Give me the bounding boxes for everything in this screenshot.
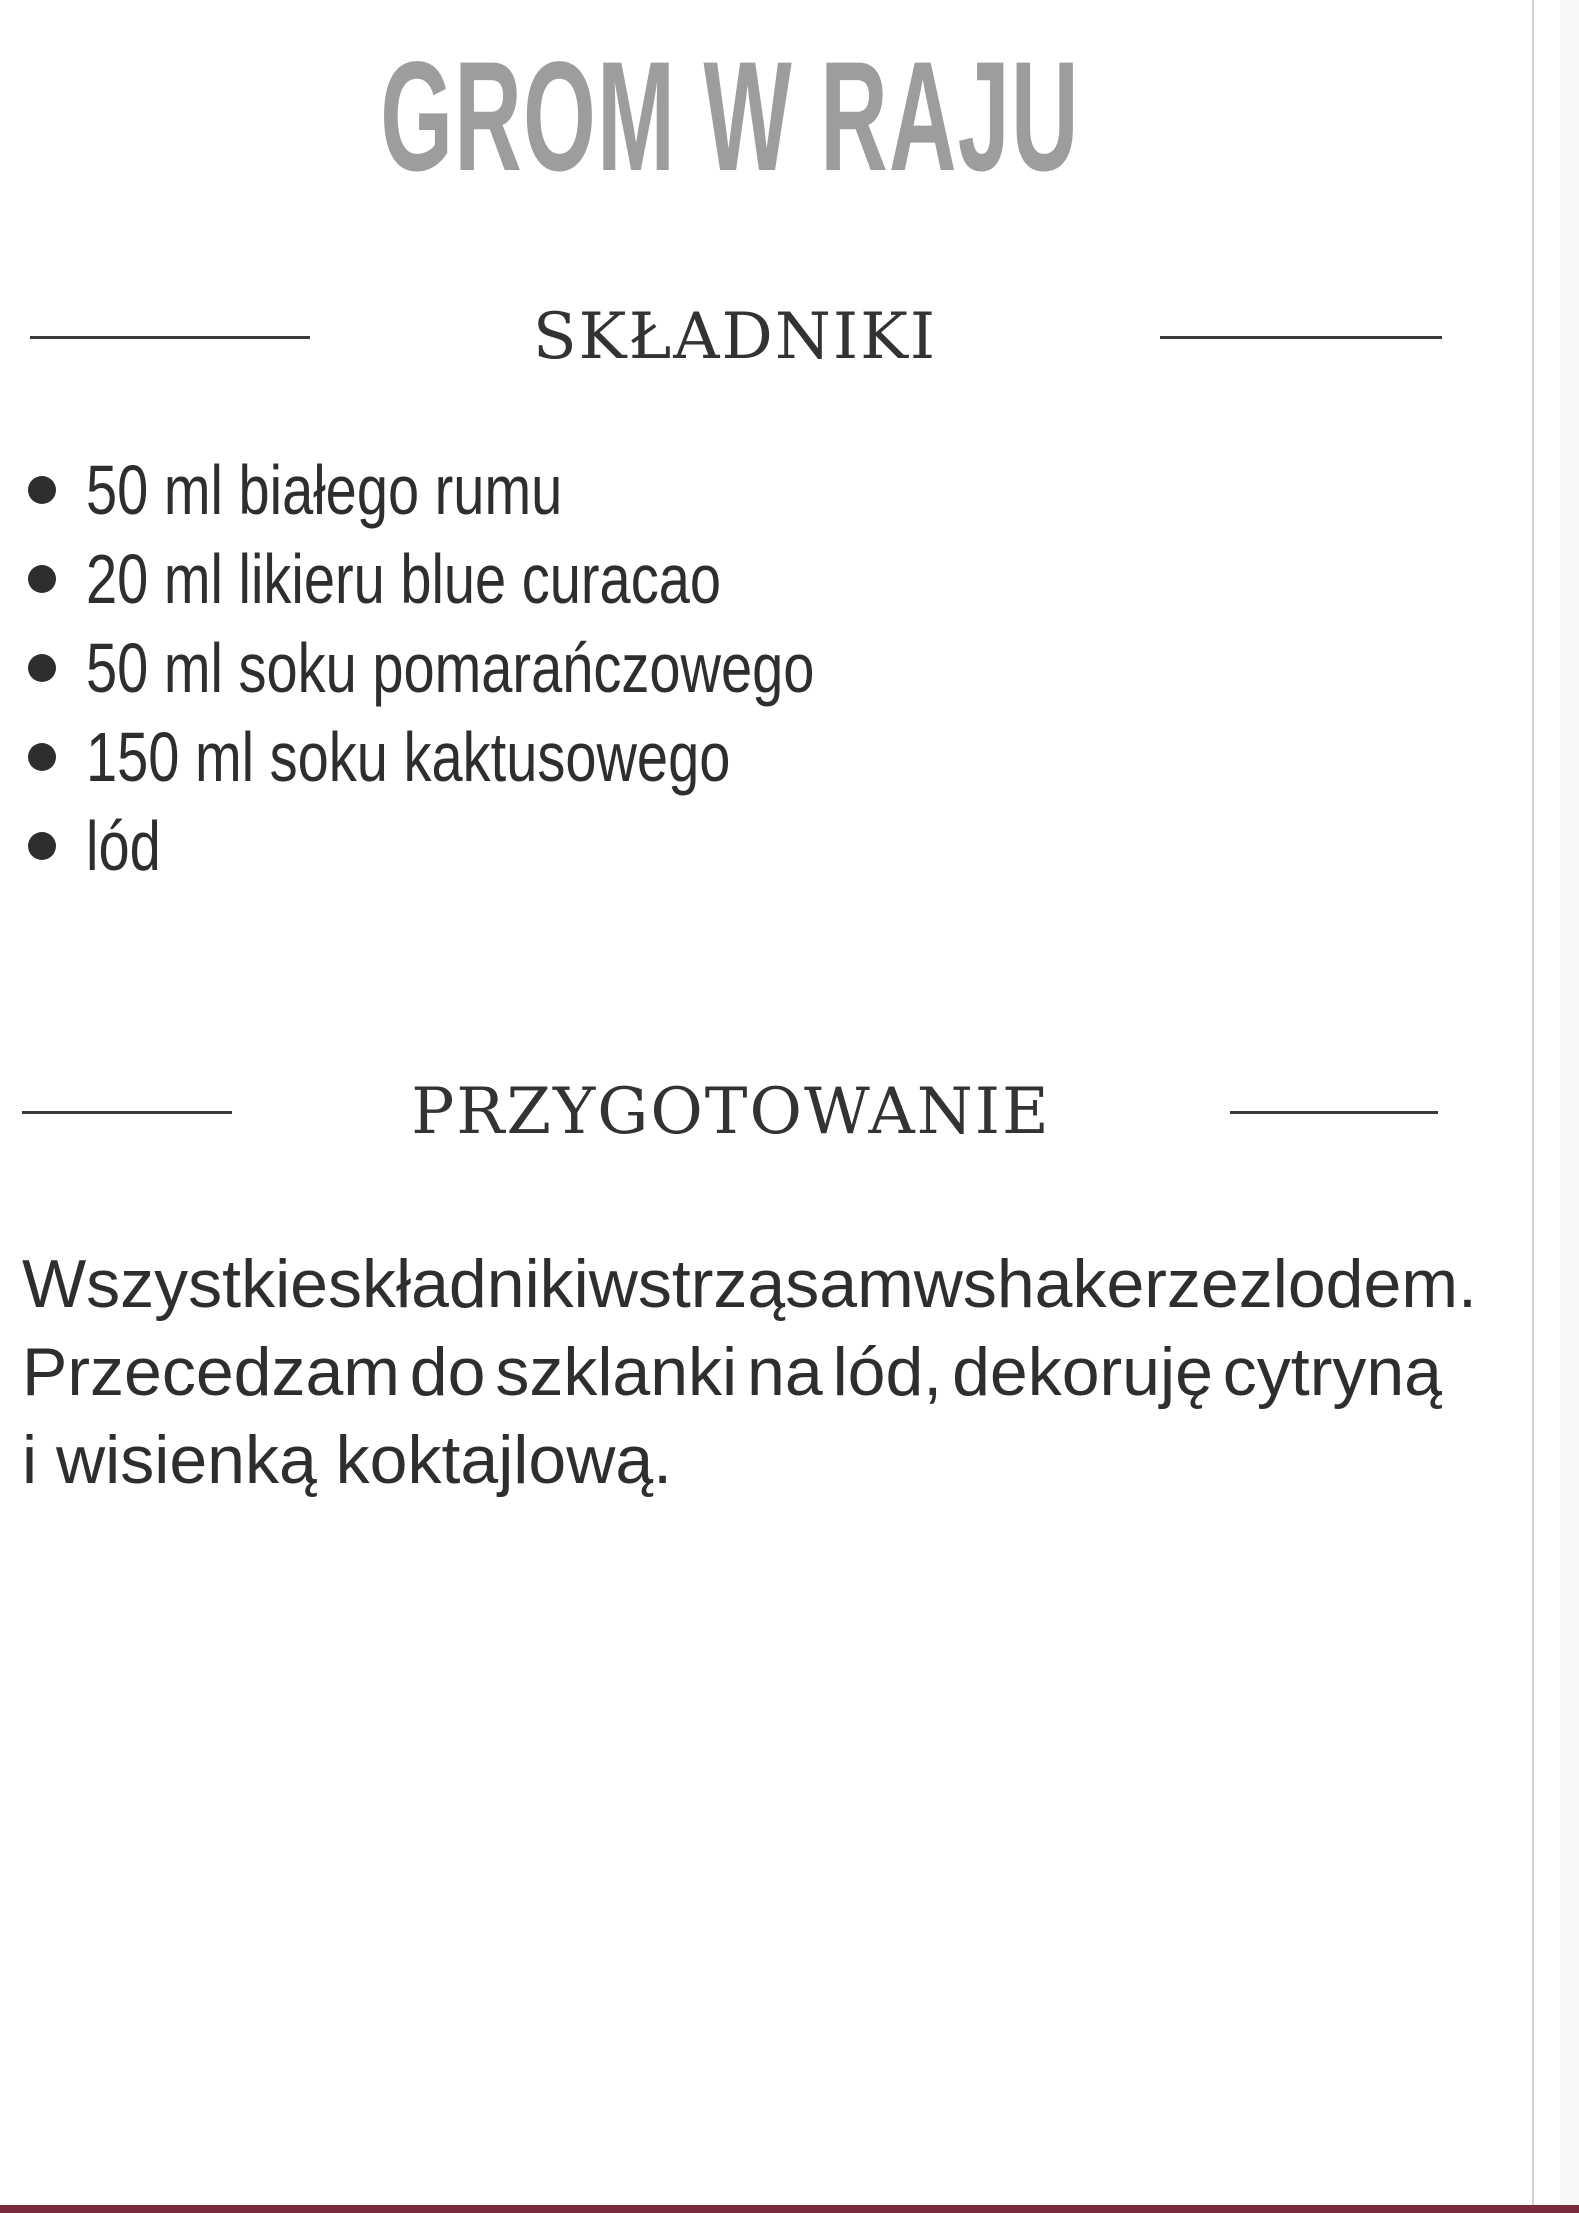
list-item xyxy=(28,623,996,712)
ingredient-text: 20 ml likieru blue curacao xyxy=(86,539,721,618)
heading-rule-left xyxy=(22,1111,232,1114)
preparation-line: i wisienką koktajlową. xyxy=(22,1422,673,1498)
list-item xyxy=(28,801,996,890)
preparation-section-heading xyxy=(0,1075,1460,1149)
preparation-heading: PRZYGOTOWANIE xyxy=(411,1075,1051,1149)
preparation-word: shakerze xyxy=(962,1246,1239,1322)
preparation-line xyxy=(22,1328,1442,1416)
bullet-icon xyxy=(28,565,56,593)
preparation-text xyxy=(22,1240,1477,1504)
bullet-icon xyxy=(28,743,56,771)
preparation-word: z xyxy=(1238,1246,1273,1322)
preparation-word: do xyxy=(409,1334,486,1410)
ingredient-text: 50 ml soku pomarańczowego xyxy=(86,628,815,707)
recipe-title: GROM W RAJU xyxy=(380,30,1080,204)
preparation-word: lodem. xyxy=(1272,1246,1477,1322)
page-edge-shadow xyxy=(1560,0,1579,2213)
preparation-word: Przecedzam xyxy=(22,1334,400,1410)
preparation-word: na xyxy=(747,1334,823,1410)
ingredients-section-heading xyxy=(0,300,1460,374)
heading-rule-left xyxy=(30,336,310,339)
list-item xyxy=(28,534,996,623)
bullet-icon xyxy=(28,832,56,860)
bottom-edge xyxy=(0,2205,1579,2213)
ingredients-heading: SKŁADNIKI xyxy=(532,300,938,374)
ingredient-text: 150 ml soku kaktusowego xyxy=(86,717,731,796)
heading-rule-right xyxy=(1160,336,1442,339)
page-edge xyxy=(1532,0,1534,2213)
preparation-word: składniki xyxy=(328,1246,589,1322)
heading-rule-right xyxy=(1230,1111,1438,1114)
preparation-line xyxy=(22,1240,1477,1328)
ingredient-text: lód xyxy=(86,806,161,885)
preparation-word: cytryną xyxy=(1222,1334,1442,1410)
bullet-icon xyxy=(28,654,56,682)
preparation-word: Wszystkie xyxy=(22,1246,328,1322)
preparation-word: lód, xyxy=(832,1334,943,1410)
list-item xyxy=(28,445,996,534)
list-item xyxy=(28,712,996,801)
preparation-word: w xyxy=(913,1246,963,1322)
preparation-word: wstrząsam xyxy=(588,1246,914,1322)
bullet-icon xyxy=(28,476,56,504)
ingredient-text: 50 ml białego rumu xyxy=(86,450,563,529)
preparation-word: dekoruję xyxy=(952,1334,1213,1410)
preparation-word: szklanki xyxy=(495,1334,738,1410)
ingredients-list xyxy=(28,445,996,890)
